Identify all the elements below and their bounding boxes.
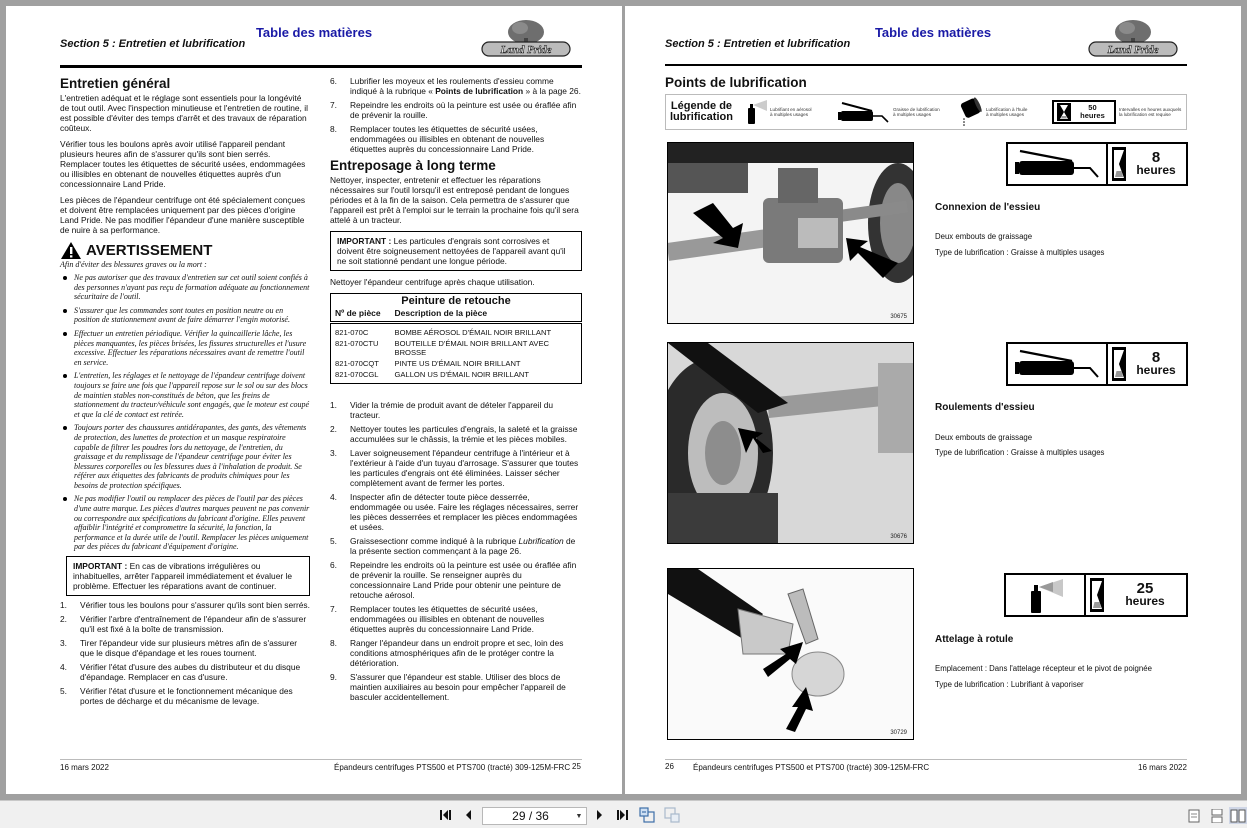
footer-doc-title: Épandeurs centrifuges PTS500 et PTS700 (tracté) 309-125M-FRC — [693, 763, 930, 772]
lube-symbol-grease-8h — [1006, 342, 1188, 386]
aerosol-can-icon — [745, 99, 767, 125]
first-page-icon — [439, 809, 453, 821]
svg-text:Land Pride: Land Pride — [500, 44, 552, 56]
right-column — [330, 76, 582, 706]
legend-line: à multiples usages — [769, 112, 808, 117]
axle-bearing-photo — [668, 343, 914, 544]
legend-item-aerosol — [745, 99, 830, 125]
step-text: Nettoyer toutes les particules d'engrais, la saleté et la graisse accumulées sur le châssis, la trémie et les pièces mobiles. — [350, 424, 578, 444]
legend-title-line: Légende de — [670, 100, 733, 112]
single-page-view-button[interactable] — [1185, 807, 1203, 824]
next-page-icon — [595, 809, 605, 821]
important-label: IMPORTANT : — [337, 236, 392, 246]
legend-item-oil — [959, 97, 1046, 127]
table-caption: Peinture de retouche — [401, 295, 511, 307]
photo-ball-hitch — [667, 568, 914, 740]
warning-bullet: L'entretien, les réglages et le nettoyage de l'épandeur centrifuge doivent toujours se faire une fois que l'appareil repose sur le sol ou sur des blocs de maintien stables non-constitués de béton, que les freins de stationnement du tracteur/véhicule sont engagés, que le moteur est coupé et que la clé de contact est retirée. — [60, 371, 310, 419]
interval-cell — [1108, 344, 1186, 384]
important-text: Les particules d'engrais sont corrosives et doivent être soigneusement nettoyées de l'appareil avant qu'il ne soit stationné pendant une longue période. — [337, 236, 566, 266]
legend-line: Lubrifiant en aérosol — [769, 106, 812, 112]
step-text: Repeindre les endroits où la peinture est usée ou éraflée afin de prévenir la rouille. Se renseigner auprès du concessionnaire Land Pride pour obtenir une peinture de retouche aérosol. — [350, 560, 577, 600]
step-text: de la présente section commençant à la page 26. — [350, 536, 576, 556]
left-column — [60, 76, 310, 710]
heading-points-de-lubrification: Points de lubrification — [665, 75, 807, 90]
heading-entreposage: Entreposage à long terme — [330, 158, 496, 173]
paragraph: Vérifier tous les boulons après avoir utilisé l'appareil pendant plusieurs heures afin de s'assurer qu'ils sont bien serrés. Remplacer toutes les étiquettes de sécurité usées, endommagées ou illisibles en obtenant de nouvelles étiquettes auprès d'un concessionnaire Land Pride. — [60, 139, 306, 189]
legend-title — [670, 101, 733, 123]
footer-doc-title: Épandeurs centrifuges PTS500 et PTS700 (tracté) 309-125M-FRC — [334, 763, 571, 772]
step — [330, 560, 582, 600]
footer-date: 16 mars 2022 — [60, 763, 109, 772]
go-back-view-button[interactable] — [639, 808, 655, 822]
step-number: 3. — [60, 638, 67, 649]
tool-cell — [1006, 575, 1086, 615]
legend-text — [770, 107, 830, 118]
page-25 — [6, 6, 622, 794]
table-row — [331, 338, 582, 358]
go-forward-view-button[interactable] — [664, 808, 680, 822]
land-pride-logo — [1087, 18, 1179, 60]
grease-gun-icon — [1012, 147, 1102, 181]
part-number: 821-070CQT — [335, 359, 379, 368]
step-text: Vérifier tous les boulons pour s'assurer qu'ils sont bien serrés. — [80, 600, 310, 611]
column-header: Description de la pièce — [391, 307, 582, 323]
step — [330, 536, 582, 556]
step-number: 7. — [330, 604, 337, 614]
step-text: Graissesectionr comme indiqué à la rubrique — [350, 536, 519, 546]
legend-line: Intervalles en heures auxquels — [1118, 106, 1182, 112]
step-text: S'assurer que l'épandeur est stable. Utiliser des blocs de maintien auxiliaires au besoin pour empêcher l'appareil de basculer accidentellement. — [350, 672, 566, 702]
interval-text — [1104, 582, 1186, 608]
step — [330, 672, 582, 702]
legend-line: à multiples usages — [985, 112, 1024, 117]
step-number: 1. — [330, 400, 337, 410]
part-number: 821-070CGL — [335, 370, 379, 379]
lube-point-detail: Type de lubrification : Graisse à multiples usages — [935, 448, 1105, 457]
step-number: 7. — [330, 100, 337, 110]
step-number: 4. — [60, 662, 67, 673]
last-page-icon — [615, 809, 629, 821]
viewer-toolbar — [0, 800, 1247, 828]
step-link-text: Points de lubrification — [435, 86, 524, 96]
step-text: Ranger l'épandeur dans un endroit propre et sec, loin des conditions atmosphériques afin de le protéger contre la détérioration. — [350, 638, 564, 668]
maintenance-steps — [60, 600, 310, 706]
legend-text — [1119, 107, 1199, 118]
step-link-text: Lubrification — [518, 536, 564, 546]
paragraph: Nettoyer l'épandeur centrifuge après chaque utilisation. — [330, 277, 535, 287]
part-description: GALLON US D'ÉMAIL NOIR BRILLANT — [394, 370, 530, 379]
step-number: 6. — [330, 560, 337, 570]
lube-point-title: Connexion de l'essieu — [935, 202, 1041, 213]
previous-page-button[interactable] — [460, 808, 476, 822]
first-page-button[interactable] — [438, 808, 454, 822]
page-26 — [625, 6, 1241, 794]
photo-number: 30729 — [890, 730, 907, 736]
previous-view-icon — [639, 807, 655, 823]
footer-page-number: 26 — [665, 762, 674, 771]
hourglass-icon — [1057, 103, 1071, 121]
step — [330, 100, 582, 120]
step — [330, 400, 582, 420]
continuous-pages-icon — [1211, 809, 1223, 823]
step-number: 6. — [330, 76, 337, 86]
step-text: Remplacer toutes les étiquettes de sécurité usées, endommagées ou illisibles en obtenant de nouvelles étiquettes auprès du concessionnaire Land Pride. — [350, 604, 545, 634]
lube-symbol-grease-8h — [1006, 142, 1188, 186]
legend-item-interval — [1052, 100, 1199, 124]
two-page-view-button[interactable] — [1229, 807, 1247, 824]
warning-bullet: Effectuer un entretien périodique. Vérifier la quincaillerie lâche, les pièces manquantes, les pièces brisées, les fissures structurelles et l'usure excessive. Effectuer les réparations nécessaires avant de remettre l'outil en service. — [60, 329, 310, 367]
step — [60, 600, 310, 610]
step-number: 5. — [60, 686, 67, 697]
step-number: 2. — [330, 424, 337, 434]
last-page-button[interactable] — [614, 808, 630, 822]
column-header: Nº de pièce — [331, 307, 391, 323]
tool-cell — [1008, 144, 1108, 184]
step — [60, 662, 310, 682]
footer-date: 16 mars 2022 — [1138, 763, 1187, 772]
continuous-view-button[interactable] — [1208, 807, 1226, 824]
page-indicator: 29 / 36 — [512, 809, 549, 823]
warning-bullet: Ne pas autoriser que des travaux d'entretien sur cet outil soient confiés à des personnes n'ayant pas reçu de formation adéquate au fonctionnement sécuritaire de l'outil. — [60, 273, 310, 302]
heading-entretien-general: Entretien général — [60, 76, 171, 91]
step-text: Vérifier l'état d'usure et le fonctionnement mécanique des portes de décharge et du mécanisme de levage. — [80, 686, 293, 707]
lube-point-detail: Type de lubrification : Lubrifiant à vaporiser — [935, 680, 1084, 689]
chevron-down-icon: ▼ — [575, 812, 583, 820]
step-number: 3. — [330, 448, 337, 458]
important-notice — [330, 231, 582, 271]
hourglass-icon — [1112, 147, 1126, 181]
lube-symbol-aerosol-25h — [1004, 573, 1188, 617]
important-text: En cas de vibrations irrégulières ou inhabituelles, arrêter l'appareil immédiatement et évaluer le problème. Effectuer les réparations avant de continuer. — [73, 561, 292, 592]
header-rule — [665, 64, 1187, 66]
lube-point-detail: Deux embouts de graissage — [935, 232, 1033, 241]
step — [330, 638, 582, 668]
part-description: BOUTEILLE D'ÉMAIL NOIR BRILLANT AVEC BROSSE — [394, 339, 549, 357]
warning-title: AVERTISSEMENT — [86, 241, 213, 259]
header-title: Table des matières — [255, 25, 373, 40]
section-title: Section 5 : Entretien et lubrification — [60, 38, 246, 50]
hourglass-icon — [1090, 578, 1104, 612]
footer-rule — [60, 759, 582, 760]
paragraph: Les pièces de l'épandeur centrifuge ont été spécialement conçues et doivent être remplacées uniquement par des pièces d'origine Land Pride. Ne pas modifier l'épandeur d'une manière susceptible de nuire à sa performance. — [60, 195, 306, 235]
legend-text — [986, 107, 1046, 118]
two-page-icon — [1230, 809, 1246, 823]
tool-cell — [1008, 344, 1108, 384]
interval-box — [1052, 100, 1116, 124]
lube-point-title: Attelage à rotule — [935, 634, 1014, 645]
interval-cell — [1086, 575, 1186, 615]
maintenance-steps-continued — [330, 76, 582, 154]
grease-gun-icon — [836, 100, 890, 124]
warning-bullet: S'assurer que les commandes sont toutes en position neutre ou en position de stationnement avant de faire démarrer l'engin motorisé. — [60, 306, 310, 325]
legend-line: à multiples usages — [892, 112, 931, 117]
header-rule — [60, 65, 582, 68]
step — [330, 448, 582, 488]
warning-heading — [60, 241, 310, 260]
hourglass-icon — [1112, 347, 1126, 381]
legend-line: Lubrification à l'huile — [985, 106, 1028, 112]
header-title: Table des matières — [874, 25, 992, 40]
storage-steps — [330, 400, 582, 702]
step-number: 8. — [330, 638, 337, 648]
grease-gun-icon — [1012, 347, 1102, 381]
legend-title-line: lubrification — [670, 111, 733, 123]
step-text: » à la page 26. — [523, 86, 581, 96]
legend-text — [893, 107, 953, 118]
interval-unit: heures — [1136, 363, 1176, 377]
step-text: Repeindre les endroits où la peinture est usée ou éraflée afin de prévenir la rouille. — [350, 100, 577, 120]
paragraph: Nettoyer, inspecter, entretenir et effectuer les réparations nécessaires sur l'outil lorsqu'il est entreposé pendant de longues périodes et à la fin de la saison. Cela permettra de s'assurer que l'appareil est prêt à l'emploi sur le terrain la prochaine fois qu'il sera attelé à un tracteur. — [330, 175, 579, 225]
axle-gearbox-photo — [668, 143, 914, 324]
section-title: Section 5 : Entretien et lubrification — [665, 38, 851, 50]
warning-bullet: Ne pas modifier l'outil ou remplacer des pièces de l'outil par des pièces d'une autre marque. Les pièces d'autres marques peuvent ne pas convenir ou correspondre aux spécifications du fabricant d'origine. Elles peuvent affaiblir l'intégrité et compromettre la sécurité, la fonction, la performance et la durée utile de l'outil. Remplacer les pièces uniquement par des pièces du fabricant d'équipement d'origine. — [60, 494, 310, 552]
step-number: 1. — [60, 600, 67, 611]
legend-item-grease — [836, 100, 953, 124]
important-notice — [66, 556, 310, 596]
legend-line: la lubrification est requise — [1118, 112, 1171, 117]
step — [330, 604, 582, 634]
footer-page-number: 25 — [572, 762, 581, 771]
footer-rule — [665, 759, 1187, 760]
svg-text:Land Pride: Land Pride — [1107, 44, 1159, 56]
step — [330, 124, 582, 154]
photo-number: 30675 — [890, 314, 907, 320]
step-text: Laver soigneusement l'épandeur centrifuge à l'intérieur et à l'extérieur à l'aide d'un tuyau d'arrosage. S'assurer que toutes les particules d'engrais ont été éliminées. Laisser sécher complètement avant de fermer les portes. — [350, 448, 579, 488]
step — [60, 686, 310, 706]
photo-number: 30676 — [890, 534, 907, 540]
table-row — [331, 323, 582, 339]
interval-text — [1126, 351, 1186, 377]
photo-axle-connection — [667, 142, 914, 324]
table-row — [331, 369, 582, 384]
important-label: IMPORTANT : — [73, 561, 128, 572]
warning-bullet: Toujours porter des chaussures antidérapantes, des gants, des vêtements de protection, des lunettes de protection et un masque respiratoire capable de filtrer les poudres lors du nettoyage, de l'entretien, du graissage et du remplissage de l'épandeur centrifuge pour éviter les blessures corporelles ou les blessures dues à l'inhalation de produit. Se référer aux étiquettes des fabricants de produits chimiques pour les besoins de protection spécifiques. — [60, 423, 310, 490]
touch-up-paint-table — [330, 293, 582, 384]
step — [330, 76, 582, 96]
step — [330, 424, 582, 444]
lubrication-legend — [665, 94, 1187, 130]
step-text: Remplacer toutes les étiquettes de sécurité usées, endommagées ou illisibles en obtenant de nouvelles étiquettes auprès du concessionnaire Land Pride. — [350, 124, 545, 154]
land-pride-logo — [480, 18, 572, 60]
interval-text — [1126, 151, 1186, 177]
next-view-icon — [664, 807, 680, 823]
lube-point-detail: Deux embouts de graissage — [935, 433, 1033, 442]
aerosol-can-icon — [1025, 577, 1065, 613]
step-number: 2. — [60, 614, 67, 625]
step-text: Vérifier l'arbre d'entraînement de l'épandeur afin de s'assurer qu'il est fixé à la boîte de transmission. — [80, 614, 307, 635]
photo-axle-bearings — [667, 342, 914, 544]
step — [60, 614, 310, 634]
lube-point-detail: Type de lubrification : Graisse à multiples usages — [935, 248, 1105, 257]
page-number-dropdown[interactable] — [482, 807, 587, 825]
step-number: 8. — [330, 124, 337, 134]
step-number: 4. — [330, 492, 337, 502]
interval-cell — [1108, 144, 1186, 184]
step-number: 9. — [330, 672, 337, 682]
step-number: 5. — [330, 536, 337, 546]
interval-value: 50 — [1088, 103, 1097, 112]
oil-can-icon — [959, 97, 983, 127]
warning-list — [60, 273, 310, 552]
step-text: Inspecter afin de détecter toute pièce desserrée, endommagée ou usée. Faire les réglages nécessaires, serrer les pièces desserrées et remplacer les pièces endommagées et usées. — [350, 492, 579, 532]
interval-hours: 25 — [1136, 580, 1154, 597]
interval-hours: 8 — [1151, 149, 1161, 166]
part-description: PINTE US D'ÉMAIL NOIR BRILLANT — [394, 359, 521, 368]
interval-unit: heures — [1125, 594, 1165, 608]
step — [330, 492, 582, 532]
warning-triangle-icon — [60, 241, 82, 260]
interval-hours: 8 — [1151, 349, 1161, 366]
legend-line: Graisse de lubrification — [892, 106, 940, 112]
interval-unit: heures — [1080, 111, 1105, 120]
paragraph: L'entretien adéquat et le réglage sont essentiels pour la longévité de tout outil. Avec l'inspection minutieuse et l'entretien de routine, il est possible d'éviter des temps d'arrêt et des travaux de réparation coûteux. — [60, 93, 308, 133]
previous-page-icon — [463, 809, 473, 821]
interval-text — [1071, 104, 1114, 120]
lube-point-title: Roulements d'essieu — [935, 402, 1035, 413]
next-page-button[interactable] — [592, 808, 608, 822]
table-row — [331, 358, 582, 369]
interval-unit: heures — [1136, 163, 1176, 177]
step-text: Vider la trémie de produit avant de dételer l'appareil du tracteur. — [350, 400, 554, 420]
warning-subtitle: Afin d'éviter des blessures graves ou la mort : — [60, 260, 207, 269]
single-page-icon — [1188, 809, 1200, 823]
part-number: 821-070C — [335, 328, 369, 337]
step-text: Tirer l'épandeur vide sur plusieurs mètres afin de s'assurer que le disque d'épandage et les roues tournent. — [80, 638, 298, 659]
step — [60, 638, 310, 658]
part-number: 821-070CTU — [335, 339, 379, 348]
ball-hitch-photo — [668, 569, 914, 740]
step-text: Lubrifier les moyeux et les roulements d'essieu comme indiqué à la rubrique « — [350, 76, 554, 96]
part-description: BOMBE AÉROSOL D'ÉMAIL NOIR BRILLANT — [394, 328, 552, 337]
step-text: Vérifier l'état d'usure des aubes du distributeur et du disque d'épandage. Remplacer en cas d'usure. — [80, 662, 301, 683]
lube-point-detail: Emplacement : Dans l'attelage récepteur et le pivot de poignée — [935, 664, 1152, 673]
